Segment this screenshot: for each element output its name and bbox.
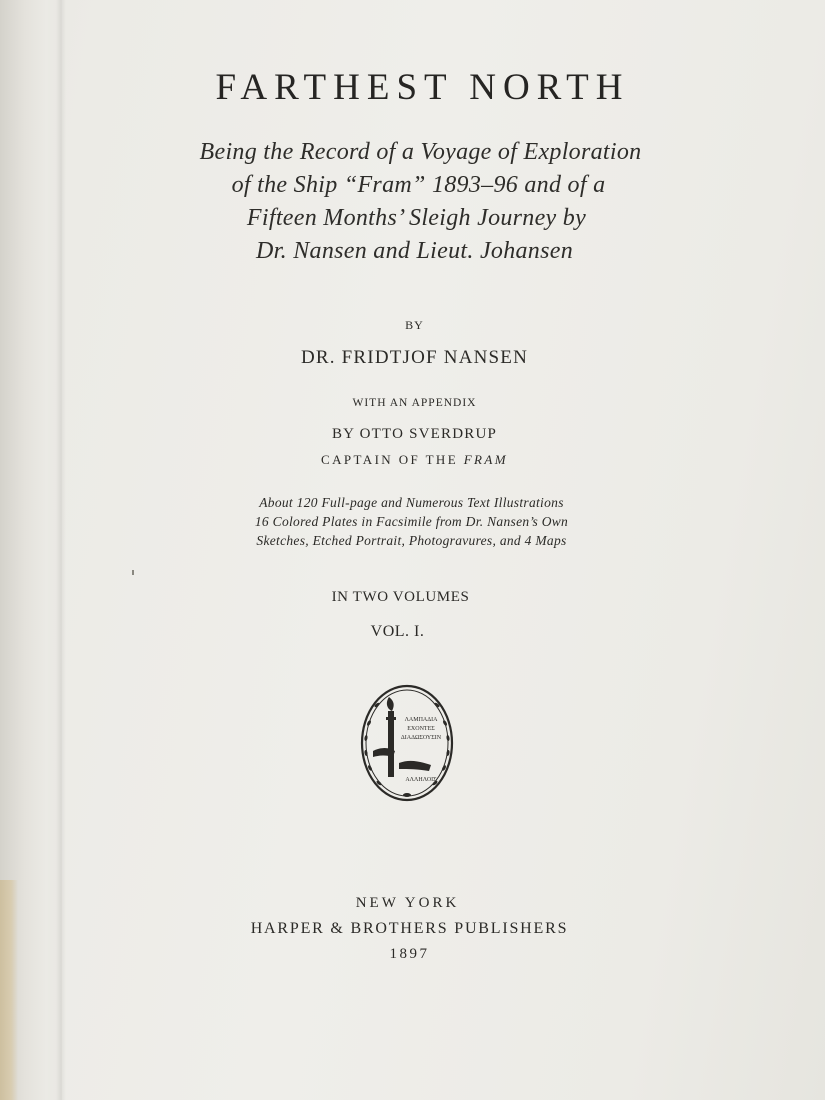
- imprint-city: NEW YORK: [355, 895, 460, 911]
- ship-name: FRAM: [463, 452, 508, 467]
- paper-mark: [132, 570, 134, 575]
- inscription-line-2: ΕΧΟΝΤΕΣ: [407, 726, 435, 732]
- appendix-author-title: [2, 452, 825, 468]
- inscription-line-4: ΑΛΛΗΛΟΙΣ: [405, 777, 437, 783]
- subtitle-line-2: of the Ship “Fram” 1893–96 and of a: [231, 172, 606, 198]
- illustrations-line-1: About 120 Full-page and Numerous Text Illustrations: [259, 495, 564, 510]
- by-label: BY: [405, 318, 424, 332]
- author-name: DR. FRIDTJOF NANSEN: [300, 347, 529, 368]
- illustrations-line-3: Sketches, Etched Portrait, Photogravures, and 4 Maps: [256, 533, 567, 548]
- imprint-year: 1897: [389, 946, 430, 962]
- subtitle-line-4: Dr. Nansen and Lieut. Johansen: [256, 238, 573, 264]
- captain-prefix: CAPTAIN OF THE: [321, 452, 459, 467]
- subtitle-line-3: Fifteen Months’ Sleigh Journey by: [246, 205, 587, 231]
- inscription-line-1: ΛΑΜΠΑΔΙΑ: [404, 717, 438, 723]
- endpaper-edge: [0, 880, 18, 1100]
- appendix-author: BY OTTO SVERDRUP: [331, 426, 498, 442]
- inscription-line-3: ΔΙΑΔΩΣΟΥΣΙΝ: [400, 735, 442, 741]
- imprint-publisher: HARPER & BROTHERS PUBLISHERS: [250, 920, 569, 937]
- volume-number: VOL. I.: [370, 623, 425, 640]
- volumes-note: IN TWO VOLUMES: [331, 589, 470, 605]
- book-title: FARTHEST NORTH: [215, 67, 630, 108]
- subtitle-line-1: Being the Record of a Voyage of Exploration: [199, 139, 642, 165]
- appendix-label: WITH AN APPENDIX: [352, 397, 477, 409]
- torch-passing-hands-emblem-icon: [359, 683, 455, 803]
- illustrations-line-2: 16 Colored Plates in Facsimile from Dr. Nansen’s Own: [254, 514, 569, 529]
